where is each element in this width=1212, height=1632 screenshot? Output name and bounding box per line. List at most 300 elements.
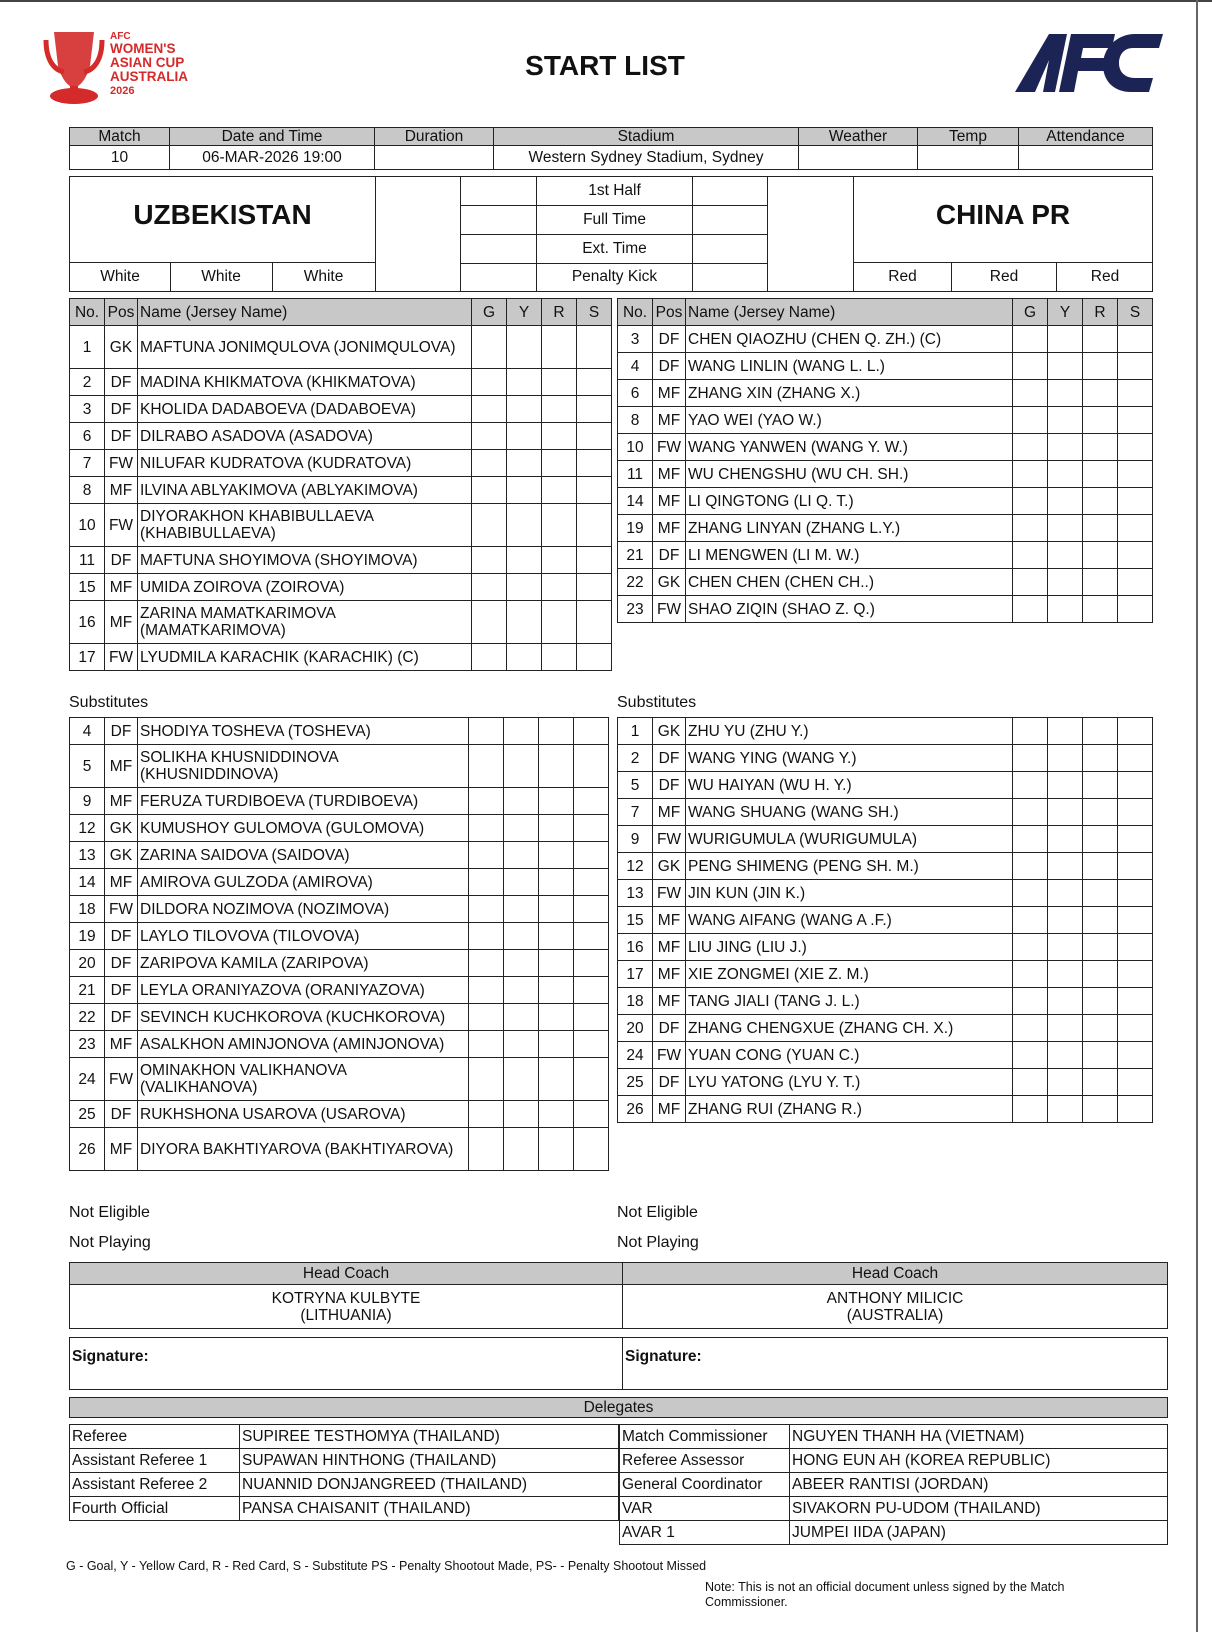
stadium-header: Stadium	[494, 128, 799, 146]
player-row	[70, 1128, 609, 1171]
delegate-name: ABEER RANTISI (JORDAN)	[790, 1473, 1168, 1497]
player-row	[70, 423, 612, 450]
score-label-ext-time: Ext. Time	[582, 240, 647, 257]
player-position: FW	[653, 880, 686, 907]
player-name: CHEN QIAOZHU (CHEN Q. ZH.) (C)	[686, 326, 1013, 353]
player-yellow-cell	[1048, 718, 1083, 745]
player-sub-cell	[1118, 718, 1153, 745]
player-yellow-cell	[504, 815, 539, 842]
player-position: DF	[105, 423, 138, 450]
match-datetime: 06-MAR-2026 19:00	[170, 146, 375, 170]
player-position: DF	[105, 977, 138, 1004]
match-header: Match	[70, 128, 170, 146]
player-position: FW	[105, 644, 138, 671]
legend-text: G - Goal, Y - Yellow Card, R - Red Card, S - Substitute PS - Penalty Shootout Made, PS- - Penalty Shootout Missed	[66, 1559, 707, 1573]
player-name: ZHANG XIN (ZHANG X.)	[686, 380, 1013, 407]
player-number: 16	[70, 601, 105, 644]
player-yellow-cell	[507, 450, 542, 477]
player-red-cell	[542, 601, 577, 644]
player-name: LYUDMILA KARACHIK (KARACHIK) (C)	[138, 644, 472, 671]
player-goal-cell	[469, 842, 504, 869]
player-goal-cell	[472, 644, 507, 671]
player-name: WANG YANWEN (WANG Y. W.)	[686, 434, 1013, 461]
player-position: FW	[105, 1058, 138, 1101]
delegate-row	[70, 1497, 619, 1521]
delegate-role: AVAR 1	[620, 1521, 790, 1545]
player-red-cell	[1083, 488, 1118, 515]
player-row	[618, 988, 1153, 1015]
player-sub-cell	[1118, 961, 1153, 988]
player-yellow-cell	[504, 950, 539, 977]
tournament-logo	[42, 26, 202, 108]
delegate-row	[620, 1473, 1168, 1497]
player-position: DF	[653, 1015, 686, 1042]
player-goal-cell	[1013, 1069, 1048, 1096]
player-number: 11	[618, 461, 653, 488]
col-name-header: Name (Jersey Name)	[138, 299, 472, 326]
player-name: DIYORA BAKHTIYAROVA (BAKHTIYAROVA)	[138, 1128, 469, 1171]
player-goal-cell	[469, 815, 504, 842]
delegate-name: SUPAWAN HINTHONG (THAILAND)	[240, 1449, 619, 1473]
player-row	[618, 853, 1153, 880]
delegate-role: Assistant Referee 1	[70, 1449, 240, 1473]
player-number: 10	[618, 434, 653, 461]
player-red-cell	[1083, 407, 1118, 434]
player-red-cell	[542, 396, 577, 423]
player-name: DILRABO ASADOVA (ASADOVA)	[138, 423, 472, 450]
team-a-kit-shorts: White	[201, 268, 241, 285]
player-yellow-cell	[1048, 907, 1083, 934]
player-goal-cell	[1013, 799, 1048, 826]
player-goal-cell	[469, 896, 504, 923]
delegate-role: Fourth Official	[70, 1497, 240, 1521]
player-position: MF	[653, 515, 686, 542]
delegates-label: Delegates	[70, 1398, 1168, 1418]
player-sub-cell	[1118, 988, 1153, 1015]
player-yellow-cell	[504, 1128, 539, 1171]
player-goal-cell	[1013, 380, 1048, 407]
tournament-logo-line: AFC	[110, 31, 131, 42]
player-name: KHOLIDA DADABOEVA (DADABOEVA)	[138, 396, 472, 423]
player-position: MF	[653, 380, 686, 407]
player-row	[618, 326, 1153, 353]
tournament-logo-line: WOMEN'S	[110, 41, 176, 56]
player-row	[70, 1101, 609, 1128]
player-goal-cell	[469, 1031, 504, 1058]
player-yellow-cell	[1048, 745, 1083, 772]
player-name: SHAO ZIQIN (SHAO Z. Q.)	[686, 596, 1013, 623]
player-goal-cell	[472, 547, 507, 574]
team-a-not-eligible: Not Eligible	[69, 1204, 150, 1221]
player-red-cell	[1083, 515, 1118, 542]
player-position: DF	[653, 772, 686, 799]
player-yellow-cell	[1048, 1096, 1083, 1123]
player-goal-cell	[472, 601, 507, 644]
player-position: MF	[105, 601, 138, 644]
player-row	[618, 907, 1153, 934]
player-row	[618, 799, 1153, 826]
player-name: CHEN CHEN (CHEN CH..)	[686, 569, 1013, 596]
player-red-cell	[1083, 353, 1118, 380]
player-row	[618, 745, 1153, 772]
player-sub-cell	[1118, 515, 1153, 542]
col-r-header: R	[1083, 299, 1118, 326]
score-label-1st-half: 1st Half	[588, 182, 641, 199]
delegate-role: VAR	[620, 1497, 790, 1521]
player-position: DF	[105, 1101, 138, 1128]
player-yellow-cell	[1048, 380, 1083, 407]
player-number: 21	[618, 542, 653, 569]
player-number: 15	[618, 907, 653, 934]
player-red-cell	[1083, 596, 1118, 623]
player-goal-cell	[1013, 961, 1048, 988]
player-red-cell	[1083, 542, 1118, 569]
player-yellow-cell	[1048, 934, 1083, 961]
player-yellow-cell	[1048, 961, 1083, 988]
player-row	[70, 1004, 609, 1031]
player-red-cell	[1083, 326, 1118, 353]
player-name: ZARIPOVA KAMILA (ZARIPOVA)	[138, 950, 469, 977]
player-red-cell	[539, 896, 574, 923]
player-name: WURIGUMULA (WURIGUMULA)	[686, 826, 1013, 853]
player-name: JIN KUN (JIN K.)	[686, 880, 1013, 907]
player-position: MF	[105, 788, 138, 815]
player-row	[70, 450, 612, 477]
player-goal-cell	[469, 1128, 504, 1171]
player-position: MF	[653, 988, 686, 1015]
team-a-coach-header: Head Coach	[70, 1263, 623, 1285]
player-number: 22	[70, 1004, 105, 1031]
player-row	[70, 601, 612, 644]
delegate-role: General Coordinator	[620, 1473, 790, 1497]
player-yellow-cell	[1048, 853, 1083, 880]
team-a-kit-shirt: White	[100, 268, 140, 285]
player-red-cell	[1083, 1096, 1118, 1123]
player-red-cell	[1083, 961, 1118, 988]
player-sub-cell	[1118, 569, 1153, 596]
player-row	[70, 977, 609, 1004]
player-position: FW	[653, 1042, 686, 1069]
player-number: 17	[618, 961, 653, 988]
player-goal-cell	[469, 977, 504, 1004]
player-red-cell	[1083, 434, 1118, 461]
weather-header: Weather	[799, 128, 918, 146]
player-number: 7	[70, 450, 105, 477]
player-sub-cell	[1118, 326, 1153, 353]
player-goal-cell	[1013, 596, 1048, 623]
player-yellow-cell	[1048, 326, 1083, 353]
player-name: UMIDA ZOIROVA (ZOIROVA)	[138, 574, 472, 601]
player-red-cell	[1083, 1015, 1118, 1042]
player-name: ZHU YU (ZHU Y.)	[686, 718, 1013, 745]
match-number: 10	[70, 146, 170, 170]
player-number: 18	[618, 988, 653, 1015]
player-row	[618, 1096, 1153, 1123]
player-number: 19	[618, 515, 653, 542]
player-number: 5	[618, 772, 653, 799]
player-yellow-cell	[507, 574, 542, 601]
player-row	[618, 934, 1153, 961]
player-yellow-cell	[1048, 988, 1083, 1015]
player-row	[618, 353, 1153, 380]
player-name: SOLIKHA KHUSNIDDINOVA (KHUSNIDDINOVA)	[138, 745, 469, 788]
player-sub-cell	[574, 869, 609, 896]
player-sub-cell	[1118, 461, 1153, 488]
player-red-cell	[1083, 799, 1118, 826]
player-name: MAFTUNA SHOYIMOVA (SHOYIMOVA)	[138, 547, 472, 574]
player-number: 4	[618, 353, 653, 380]
team-b-signature-label: Signature:	[625, 1348, 702, 1365]
player-row	[70, 815, 609, 842]
player-name: KUMUSHOY GULOMOVA (GULOMOVA)	[138, 815, 469, 842]
player-name: MAFTUNA JONIMQULOVA (JONIMQULOVA)	[138, 326, 472, 369]
player-yellow-cell	[1048, 826, 1083, 853]
player-goal-cell	[469, 745, 504, 788]
player-row	[618, 718, 1153, 745]
player-name: PENG SHIMENG (PENG SH. M.)	[686, 853, 1013, 880]
player-red-cell	[542, 504, 577, 547]
player-red-cell	[539, 788, 574, 815]
team-b-substitutes-table	[617, 717, 1153, 1123]
player-sub-cell	[574, 788, 609, 815]
player-yellow-cell	[507, 644, 542, 671]
player-name: WANG AIFANG (WANG A .F.)	[686, 907, 1013, 934]
col-pos-header: Pos	[653, 299, 686, 326]
player-sub-cell	[574, 815, 609, 842]
player-red-cell	[1083, 907, 1118, 934]
player-red-cell	[1083, 853, 1118, 880]
player-sub-cell	[1118, 880, 1153, 907]
delegate-row	[620, 1521, 1168, 1545]
delegate-role: Assistant Referee 2	[70, 1473, 240, 1497]
player-goal-cell	[1013, 1015, 1048, 1042]
player-number: 1	[618, 718, 653, 745]
player-position: GK	[105, 326, 138, 369]
player-position: FW	[653, 596, 686, 623]
player-goal-cell	[469, 950, 504, 977]
signature-table	[69, 1337, 1168, 1390]
player-number: 26	[70, 1128, 105, 1171]
delegates-right-table	[619, 1424, 1168, 1545]
player-yellow-cell	[1048, 1069, 1083, 1096]
player-goal-cell	[1013, 434, 1048, 461]
player-yellow-cell	[507, 423, 542, 450]
player-row	[618, 1015, 1153, 1042]
player-position: MF	[105, 574, 138, 601]
player-number: 13	[618, 880, 653, 907]
player-yellow-cell	[1048, 880, 1083, 907]
player-row	[618, 407, 1153, 434]
player-row	[618, 880, 1153, 907]
player-number: 20	[618, 1015, 653, 1042]
delegate-name: NGUYEN THANH HA (VIETNAM)	[790, 1425, 1168, 1449]
delegate-name: PANSA CHAISANIT (THAILAND)	[240, 1497, 619, 1521]
player-position: MF	[105, 745, 138, 788]
team-a-name: UZBEKISTAN	[133, 199, 312, 230]
col-no-header: No.	[618, 299, 653, 326]
team-a-substitutes-table	[69, 717, 609, 1171]
player-position: GK	[105, 815, 138, 842]
player-sub-cell	[574, 1004, 609, 1031]
col-y-header: Y	[507, 299, 542, 326]
player-row	[618, 596, 1153, 623]
col-s-header: S	[577, 299, 612, 326]
player-row	[618, 961, 1153, 988]
player-goal-cell	[1013, 718, 1048, 745]
player-red-cell	[1083, 1042, 1118, 1069]
player-goal-cell	[1013, 934, 1048, 961]
player-red-cell	[542, 547, 577, 574]
player-number: 16	[618, 934, 653, 961]
player-position: MF	[653, 1096, 686, 1123]
player-name: DIYORAKHON KHABIBULLAEVA (KHABIBULLAEVA)	[138, 504, 472, 547]
player-red-cell	[542, 326, 577, 369]
col-s-header: S	[1118, 299, 1153, 326]
player-row	[70, 574, 612, 601]
player-red-cell	[542, 574, 577, 601]
player-name: OMINAKHON VALIKHANOVA (VALIKHANOVA)	[138, 1058, 469, 1101]
player-sub-cell	[574, 842, 609, 869]
player-goal-cell	[472, 369, 507, 396]
col-name-header: Name (Jersey Name)	[686, 299, 1013, 326]
player-sub-cell	[574, 1031, 609, 1058]
delegate-name: JUMPEI IIDA (JAPAN)	[790, 1521, 1168, 1545]
player-goal-cell	[469, 869, 504, 896]
player-red-cell	[1083, 772, 1118, 799]
player-yellow-cell	[504, 788, 539, 815]
player-position: DF	[105, 396, 138, 423]
team-b-kit-shirt: Red	[888, 268, 917, 285]
player-sub-cell	[574, 896, 609, 923]
player-number: 25	[70, 1101, 105, 1128]
player-row	[618, 542, 1153, 569]
player-sub-cell	[574, 950, 609, 977]
player-yellow-cell	[504, 718, 539, 745]
player-red-cell	[539, 869, 574, 896]
player-number: 3	[70, 396, 105, 423]
page-title: START LIST	[525, 50, 685, 81]
team-b-not-eligible: Not Eligible	[617, 1204, 698, 1221]
player-sub-cell	[1118, 1015, 1153, 1042]
player-number: 4	[70, 718, 105, 745]
player-goal-cell	[472, 504, 507, 547]
player-position: FW	[105, 450, 138, 477]
player-position: FW	[105, 504, 138, 547]
player-position: DF	[105, 369, 138, 396]
delegate-name: HONG EUN AH (KOREA REPUBLIC)	[790, 1449, 1168, 1473]
tournament-logo-line: AUSTRALIA	[110, 69, 188, 84]
team-a-substitutes-label: Substitutes	[69, 694, 149, 711]
player-position: MF	[653, 907, 686, 934]
player-name: TANG JIALI (TANG J. L.)	[686, 988, 1013, 1015]
player-number: 19	[70, 923, 105, 950]
player-position: GK	[105, 842, 138, 869]
player-goal-cell	[1013, 745, 1048, 772]
player-goal-cell	[469, 1101, 504, 1128]
player-goal-cell	[1013, 772, 1048, 799]
player-red-cell	[539, 977, 574, 1004]
player-position: MF	[105, 1128, 138, 1171]
player-goal-cell	[469, 1058, 504, 1101]
player-yellow-cell	[504, 1101, 539, 1128]
team-a-coach-country: (LITHUANIA)	[300, 1306, 392, 1324]
player-name: LAYLO TILOVOVA (TILOVOVA)	[138, 923, 469, 950]
player-goal-cell	[1013, 1042, 1048, 1069]
player-position: FW	[105, 896, 138, 923]
player-position: DF	[105, 718, 138, 745]
player-red-cell	[539, 1004, 574, 1031]
player-name: ZHANG LINYAN (ZHANG L.Y.)	[686, 515, 1013, 542]
delegate-name: NUANNID DONJANGREED (THAILAND)	[240, 1473, 619, 1497]
player-sub-cell	[577, 450, 612, 477]
delegate-row	[70, 1473, 619, 1497]
player-yellow-cell	[1048, 542, 1083, 569]
player-red-cell	[1083, 745, 1118, 772]
player-row	[70, 1031, 609, 1058]
player-name: ZHANG CHENGXUE (ZHANG CH. X.)	[686, 1015, 1013, 1042]
player-goal-cell	[472, 423, 507, 450]
player-position: DF	[105, 1004, 138, 1031]
delegate-row	[620, 1425, 1168, 1449]
player-position: MF	[105, 1031, 138, 1058]
player-row	[618, 826, 1153, 853]
player-sub-cell	[577, 601, 612, 644]
player-name: WU HAIYAN (WU H. Y.)	[686, 772, 1013, 799]
player-position: MF	[653, 799, 686, 826]
team-a-kit-socks: White	[303, 268, 344, 285]
player-goal-cell	[472, 396, 507, 423]
player-sub-cell	[574, 977, 609, 1004]
player-name: WANG LINLIN (WANG L. L.)	[686, 353, 1013, 380]
player-position: MF	[653, 488, 686, 515]
duration-header: Duration	[375, 128, 494, 146]
player-goal-cell	[1013, 488, 1048, 515]
player-sub-cell	[577, 574, 612, 601]
player-number: 24	[618, 1042, 653, 1069]
player-number: 12	[618, 853, 653, 880]
team-a-not-playing: Not Playing	[69, 1234, 151, 1251]
player-position: GK	[653, 718, 686, 745]
player-row	[618, 380, 1153, 407]
player-position: DF	[105, 923, 138, 950]
col-g-header: G	[1013, 299, 1048, 326]
player-yellow-cell	[1048, 772, 1083, 799]
col-pos-header: Pos	[105, 299, 138, 326]
player-red-cell	[542, 450, 577, 477]
col-no-header: No.	[70, 299, 105, 326]
player-yellow-cell	[1048, 434, 1083, 461]
player-number: 18	[70, 896, 105, 923]
player-red-cell	[539, 1101, 574, 1128]
player-row	[70, 869, 609, 896]
player-red-cell	[1083, 826, 1118, 853]
player-name: LEYLA ORANIYAZOVA (ORANIYAZOVA)	[138, 977, 469, 1004]
player-goal-cell	[1013, 542, 1048, 569]
player-position: MF	[105, 477, 138, 504]
player-red-cell	[539, 718, 574, 745]
temp-header: Temp	[918, 128, 1019, 146]
player-yellow-cell	[1048, 461, 1083, 488]
player-red-cell	[1083, 988, 1118, 1015]
team-a-coach-name: KOTRYNA KULBYTE	[271, 1289, 421, 1307]
player-position: DF	[653, 326, 686, 353]
teams-score-block	[69, 176, 1153, 292]
player-number: 23	[70, 1031, 105, 1058]
disclaimer-note: Note: This is not an official document unless signed by the Match Commissioner.	[705, 1580, 1065, 1609]
player-number: 2	[618, 745, 653, 772]
player-red-cell	[1083, 380, 1118, 407]
player-red-cell	[539, 815, 574, 842]
